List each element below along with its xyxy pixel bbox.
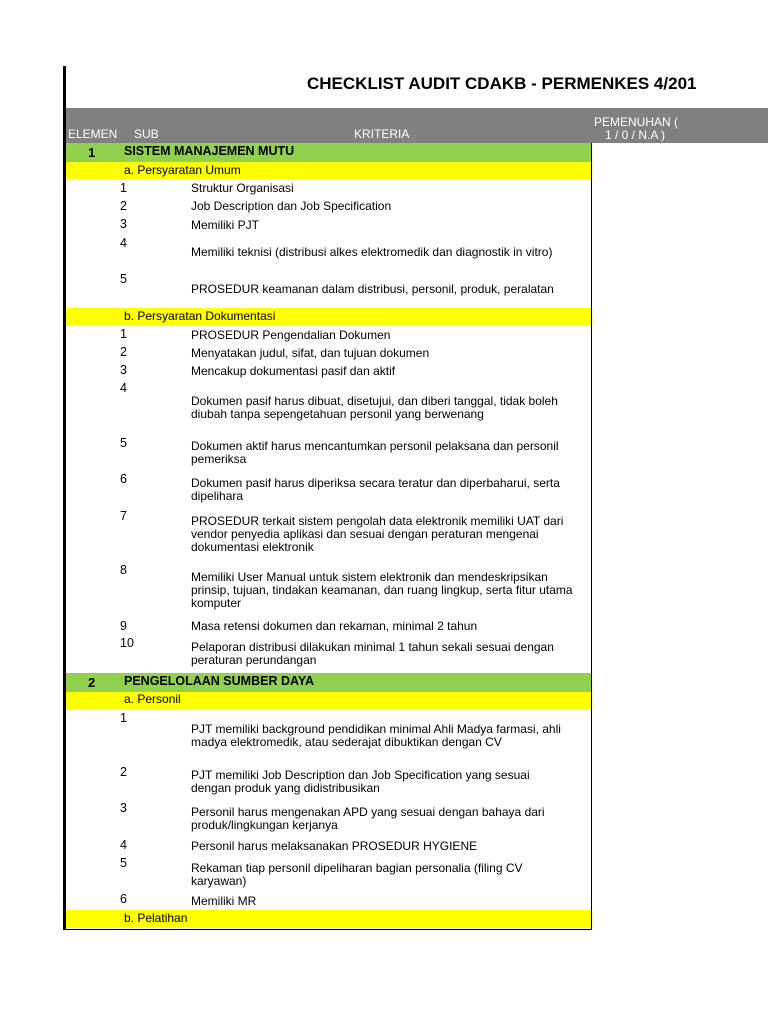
table-header [66, 108, 768, 143]
subsection-title: a. Personil [124, 692, 181, 706]
item-number: 1 [120, 711, 127, 725]
criteria-text: Memiliki MR [191, 894, 257, 908]
item-number: 4 [120, 381, 127, 395]
criteria-text: Mencakup dokumentasi pasif dan aktif [191, 364, 396, 378]
criteria-text: Job Description dan Job Specification [191, 199, 392, 213]
criteria-text: Personil harus mengenakan APD yang sesuai dengan bahaya dari produk/lingkungan kerjanya [191, 805, 545, 832]
criteria-text: Memiliki User Manual untuk sistem elektronik dan mendeskripsikan prinsip, tujuan, tindakan keamanan, dan ruang lingkup, serta fitur utama komputer [191, 570, 573, 610]
item-number: 5 [120, 436, 127, 450]
criteria-text: Masa retensi dokumen dan rekaman, minimal 2 tahun [191, 619, 478, 633]
bottom-border [66, 929, 592, 930]
item-number: 10 [120, 636, 134, 650]
item-number: 6 [120, 472, 127, 486]
item-number: 5 [120, 856, 127, 870]
criteria-text: PJT memiliki background pendidikan minimal Ahli Madya farmasi, ahli madya elektromedik, atau sederajat dibuktikan dengan CV [191, 722, 561, 749]
item-number: 1 [120, 327, 127, 341]
subsection-title: a. Persyaratan Umum [124, 163, 241, 177]
item-number: 3 [120, 363, 127, 377]
item-number: 3 [120, 801, 127, 815]
item-number: 4 [120, 838, 127, 852]
criteria-text: Menyatakan judul, sifat, dan tujuan dokumen [191, 346, 430, 360]
header-pemenuhan-line1: PEMENUHAN ( [594, 115, 679, 129]
page-title: CHECKLIST AUDIT CDAKB - PERMENKES 4/201 [307, 74, 697, 93]
item-number: 9 [120, 619, 127, 633]
item-number: 2 [120, 345, 127, 359]
item-number: 4 [120, 236, 127, 250]
item-number: 3 [120, 217, 127, 231]
item-number: 7 [120, 509, 127, 523]
criteria-text: PJT memiliki Job Description dan Job Specification yang sesuai dengan produk yang didistribusikan [191, 768, 530, 795]
section-title: PENGELOLAAN SUMBER DAYA [124, 674, 315, 688]
item-number: 2 [120, 765, 127, 779]
header-pemenuhan-line2: 1 / 0 / N.A ) [605, 128, 666, 142]
item-number: 1 [120, 181, 127, 195]
section-number: 2 [88, 675, 96, 690]
criteria-text: Rekaman tiap personil dipeliharan bagian personalia (filing CV karyawan) [191, 861, 523, 888]
criteria-text: Memiliki teknisi (distribusi alkes elektromedik dan diagnostik in vitro) [191, 245, 553, 259]
criteria-text: PROSEDUR keamanan dalam distribusi, personil, produk, peralatan [191, 282, 554, 296]
subsection-title: b. Pelatihan [124, 911, 188, 925]
item-number: 5 [120, 272, 127, 286]
header-kriteria: KRITERIA [354, 127, 410, 141]
criteria-text: PROSEDUR Pengendalian Dokumen [191, 328, 391, 342]
criteria-text: Dokumen pasif harus diperiksa secara teratur dan diperbaharui, serta dipelihara [191, 476, 560, 503]
right-border [591, 143, 592, 930]
left-border [63, 66, 66, 930]
criteria-text: Dokumen pasif harus dibuat, disetujui, dan diberi tanggal, tidak boleh diubah tanpa sepengetahuan personil yang berwenang [191, 394, 558, 421]
criteria-text: Memiliki PJT [191, 218, 259, 232]
item-number: 6 [120, 892, 127, 906]
header-elemen: ELEMEN [68, 127, 118, 141]
criteria-text: PROSEDUR terkait sistem pengolah data elektronik memiliki UAT dari vendor penyedia aplikasi dan sesuai dengan peraturan mengenai dokumentasi elektronik [191, 514, 564, 554]
criteria-text: Pelaporan distribusi dilakukan minimal 1 tahun sekali sesuai dengan peraturan perundangan [191, 640, 554, 667]
section-title: SISTEM MANAJEMEN MUTU [124, 144, 295, 158]
criteria-text: Personil harus melaksanakan PROSEDUR HYGIENE [191, 839, 478, 853]
item-number: 8 [120, 563, 127, 577]
criteria-text: Dokumen aktif harus mencantumkan personil pelaksana dan personil pemeriksa [191, 439, 559, 466]
criteria-text: Struktur Organisasi [191, 181, 294, 195]
section-number: 1 [88, 145, 96, 160]
header-sub: SUB [134, 127, 159, 141]
subsection-title: b. Persyaratan Dokumentasi [124, 309, 276, 323]
item-number: 2 [120, 199, 127, 213]
